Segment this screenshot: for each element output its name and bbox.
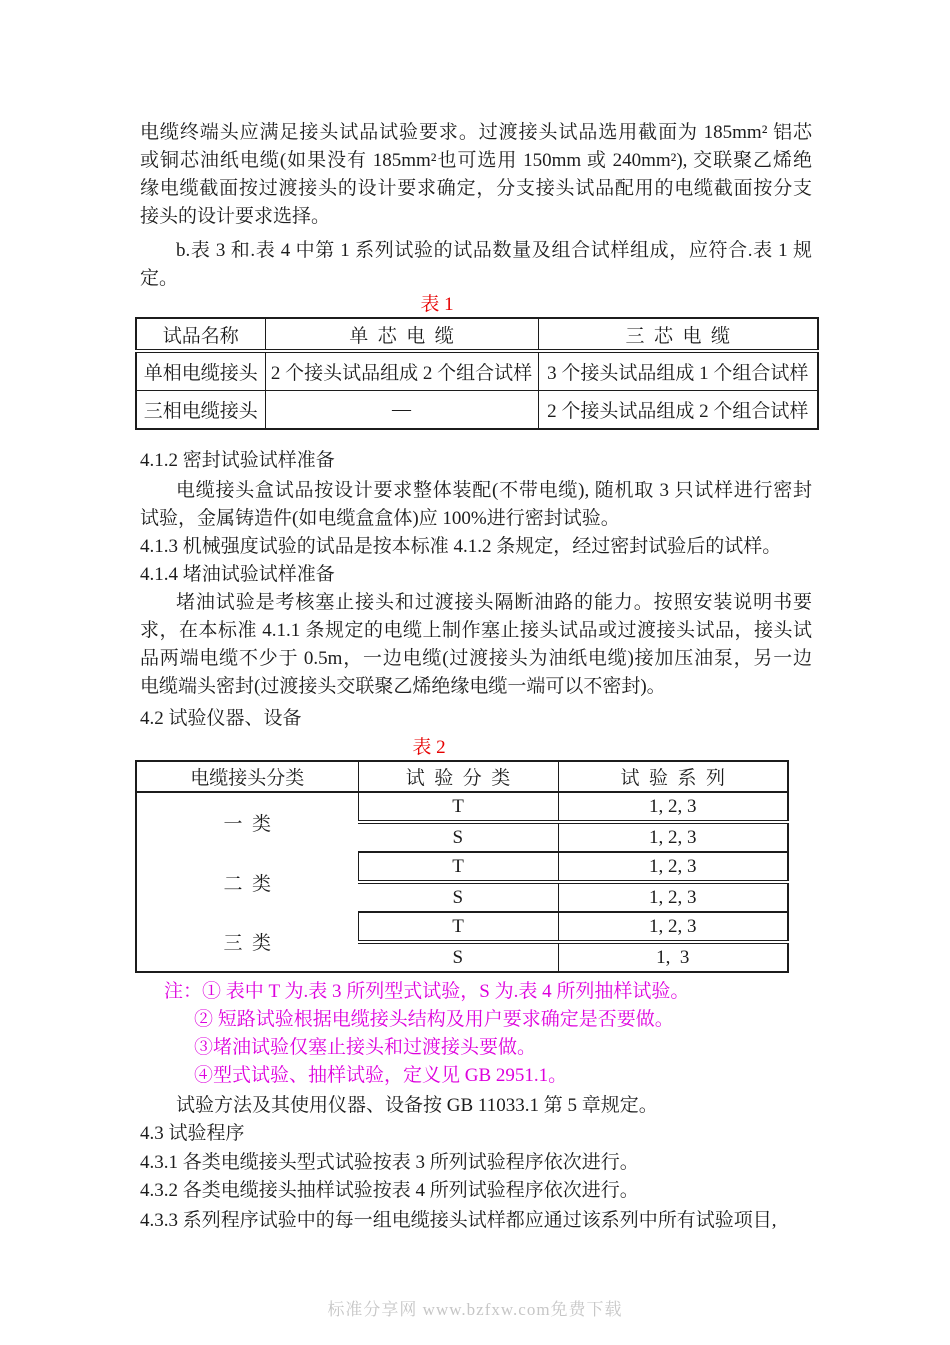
table-cell: 1, 3 xyxy=(558,942,788,972)
text-line: 缘电缆截面按过渡接头的设计要求确定，分支接头试品配用的电缆截面按分支 xyxy=(140,178,812,199)
table-cell: 1, 2, 3 xyxy=(558,912,788,942)
paragraph-4-1-4 xyxy=(140,589,812,701)
text-line: ② 短路试验根据电缆接头结构及用户要求确定是否要做。 xyxy=(194,1009,674,1030)
text-line: ③堵油试验仅塞止接头和过渡接头要做。 xyxy=(194,1037,537,1058)
table2-caption: 表 2 xyxy=(412,737,446,758)
text-line: 电缆端头密封(过渡接头交联聚乙烯绝缘电缆一端可以不密封)。 xyxy=(140,676,666,697)
section-4-1-3-text: 4.1.3 机械强度试验的试品是按本标准 4.1.2 条规定，经过密封试验后的试样。 xyxy=(140,536,782,557)
text-line: b.表 3 和.表 4 中第 1 系列试验的试品数量及组合试样组成，应符合.表 1 规 xyxy=(176,240,812,261)
table2-header-cell: 试 验 分 类 xyxy=(358,761,558,792)
section-4-2-heading: 4.2 试验仪器、设备 xyxy=(140,708,302,729)
text-line: 堵油试验是考核塞止接头和过渡接头隔断油路的能力。按照安装说明书要 xyxy=(176,592,812,613)
table-row xyxy=(136,912,788,942)
table1-caption: 表 1 xyxy=(420,294,454,315)
table2-header-cell: 电缆接头分类 xyxy=(136,761,358,792)
table-cell: 单相电缆接头 xyxy=(136,351,265,391)
table2-class-cell: 一 类 xyxy=(223,814,271,835)
footer-watermark: 标准分享网 www.bzfxw.com免费下载 xyxy=(327,1300,623,1319)
text-line: 求，在本标准 4.1.1 条规定的电缆上制作塞止接头试品或过渡接头试品，接头试 xyxy=(140,620,812,641)
text-line: 电缆接头盒试品按设计要求整体装配(不带电缆), 随机取 3 只试样进行密封 xyxy=(176,480,812,501)
table-cell: 2 个接头试品组成 2 个组合试样 xyxy=(265,351,538,391)
table2-class-cell: 二 类 xyxy=(223,873,271,895)
section-4-3-1-text: 4.3.1 各类电缆接头型式试验按表 3 所列试验程序依次进行。 xyxy=(140,1152,639,1173)
table-row xyxy=(136,391,818,430)
table1-header-cell: 单 芯 电 缆 xyxy=(265,318,538,351)
table-cell: 1, 2, 3 xyxy=(558,882,788,912)
table-cell: 2 个接头试品组成 2 个组合试样 xyxy=(538,391,818,430)
table-cell: — xyxy=(265,391,538,430)
table-row xyxy=(136,792,788,822)
table-cell: T xyxy=(358,792,558,822)
table-cell: 三相电缆接头 xyxy=(143,401,258,422)
section-4-1-2-heading: 4.1.2 密封试验试样准备 xyxy=(140,450,335,471)
table2-notes xyxy=(140,978,812,1090)
text-line: 注：① 表中 T 为.表 3 所列型式试验，S 为.表 4 所列抽样试验。 xyxy=(164,981,690,1002)
paragraph-intro xyxy=(140,119,812,231)
table2-test-classification xyxy=(135,760,789,973)
text-line: 电缆终端头应满足接头试品试验要求。过渡接头试品选用截面为 185mm² 铝芯 xyxy=(140,122,812,143)
table-cell: 1, 2, 3 xyxy=(558,852,788,882)
table2-header-cell: 试 验 系 列 xyxy=(558,761,788,792)
text-line: 定。 xyxy=(140,268,179,289)
page-content xyxy=(140,0,812,1235)
table-cell: T xyxy=(358,852,558,882)
paragraph-4-1-2 xyxy=(140,477,812,533)
table-cell: T xyxy=(358,912,558,942)
text-line: 试验，金属铸造件(如电缆盒盒体)应 100%进行密封试验。 xyxy=(140,508,620,529)
section-4-3-3-text: 4.3.3 系列程序试验中的每一组电缆接头试样都应通过该系列中所有试验项目, xyxy=(140,1210,777,1231)
text-line: 或铜芯油纸电缆(如果没有 185mm²也可选用 150mm 或 240mm²), 交联聚乙烯绝 xyxy=(140,150,812,171)
paragraph-item-b xyxy=(140,237,812,293)
table1-header-cell: 试品名称 xyxy=(136,318,265,351)
text-line: ④型式试验、抽样试验，定义见 GB 2951.1。 xyxy=(194,1065,568,1086)
text-line: 品两端电缆不少于 0.5m，一边电缆(过渡接头为油纸电缆)接加压油泵，另一边 xyxy=(140,648,812,669)
table-cell: S xyxy=(358,882,558,912)
table1-specimen-composition xyxy=(135,317,819,430)
section-4-3-heading: 4.3 试验程序 xyxy=(140,1123,245,1144)
table-cell: S xyxy=(452,946,464,968)
table2-class-cell: 三 类 xyxy=(223,933,271,954)
section-4-1-4-heading: 4.1.4 堵油试验试样准备 xyxy=(140,564,335,585)
table-cell: S xyxy=(358,822,558,852)
table-cell: 3 个接头试品组成 1 个组合试样 xyxy=(538,351,818,391)
table-row xyxy=(136,351,818,391)
text-line: 接头的设计要求选择。 xyxy=(140,206,331,227)
table-cell: 1, 2, 3 xyxy=(558,822,788,852)
table-cell: 1, 2, 3 xyxy=(558,792,788,822)
table-row xyxy=(136,852,788,882)
section-4-3-2-text: 4.3.2 各类电缆接头抽样试验按表 4 所列试验程序依次进行。 xyxy=(140,1180,639,1201)
paragraph-method: 试验方法及其使用仪器、设备按 GB 11033.1 第 5 章规定。 xyxy=(176,1095,658,1116)
table1-header-cell: 三 芯 电 缆 xyxy=(538,318,818,351)
